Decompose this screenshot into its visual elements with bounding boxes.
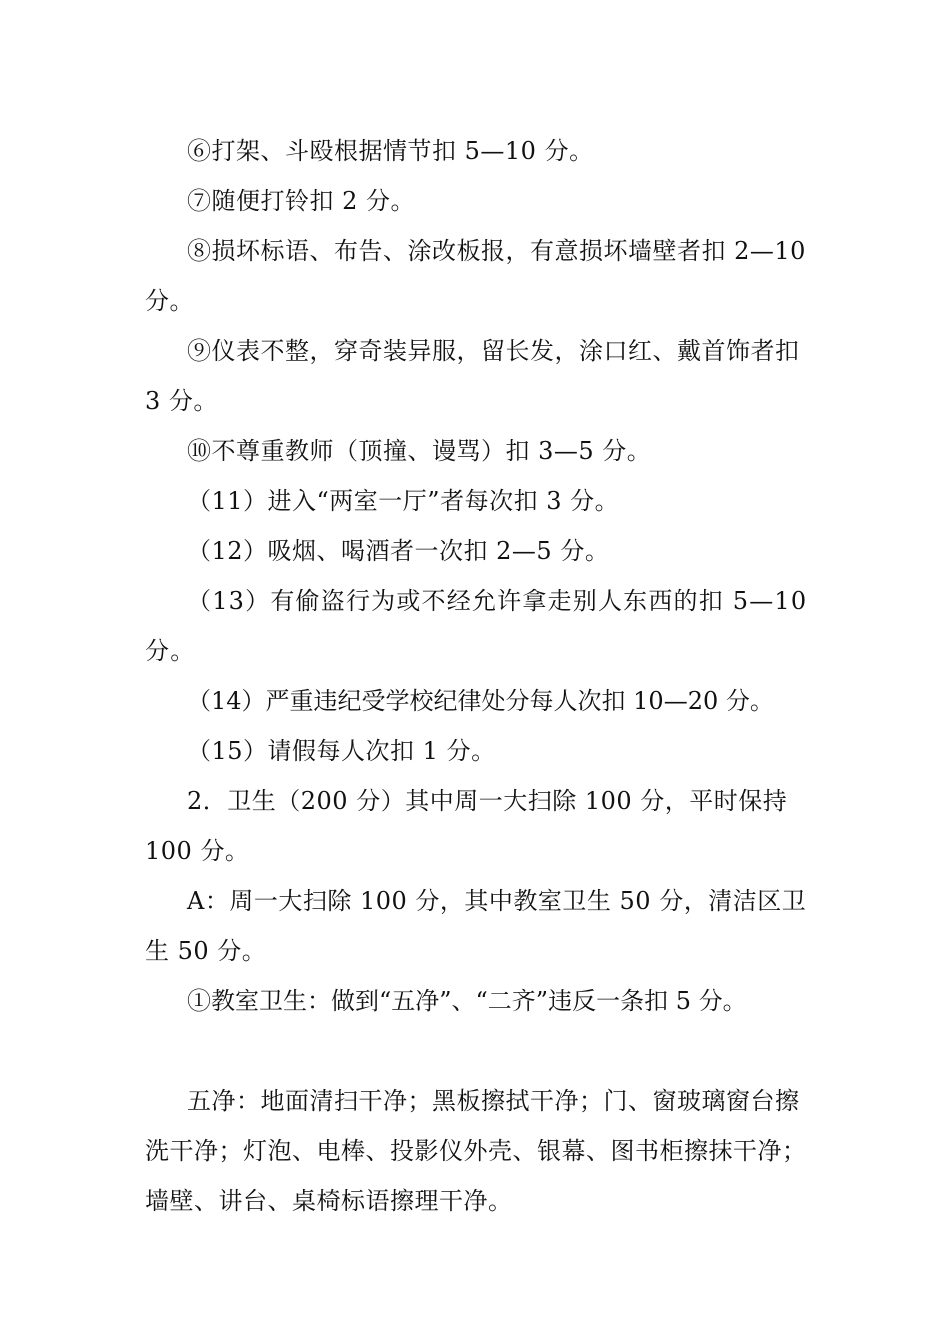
hygiene-section-heading: 2．卫生（200 分）其中周一大扫除 100 分，平时保持 100 分。 (145, 787, 788, 865)
paragraph-gap (145, 1026, 810, 1076)
weekly-cleaning-paragraph: A：周一大扫除 100 分，其中教室卫生 50 分，清洁区卫生 50 分。 (145, 887, 807, 965)
rule-item-10: ⑩不尊重教师（顶撞、谩骂）扣 3—5 分。 (187, 437, 652, 465)
rule-item-14: （14）严重违纪受学校纪律处分每人次扣 10—20 分。 (187, 687, 774, 715)
five-clean-definition: 五净：地面清扫干净；黑板擦拭干净；门、窗玻璃窗台擦洗干净；灯泡、电棒、投影仪外壳、银幕、图书柜擦抹干净；墙壁、讲台、桌椅标语擦理干净。 (145, 1087, 807, 1215)
rule-item-8: ⑧损坏标语、布告、涂改板报，有意损坏墙壁者扣 2—10 分。 (145, 237, 806, 315)
rule-item-6: ⑥打架、斗殴根据情节扣 5—10 分。 (187, 137, 594, 165)
rule-item-12: （12）吸烟、喝酒者一次扣 2—5 分。 (187, 537, 610, 565)
rule-item-9: ⑨仪表不整，穿奇装异服，留长发，涂口红、戴首饰者扣 3 分。 (145, 337, 800, 415)
document-page (145, 126, 810, 1226)
classroom-hygiene-rule: ①教室卫生：做到“五净”、“二齐”违反一条扣 5 分。 (187, 987, 747, 1015)
rule-item-7: ⑦随便打铃扣 2 分。 (187, 187, 416, 215)
rule-item-15: （15）请假每人次扣 1 分。 (187, 737, 496, 765)
rule-item-13: （13）有偷盗行为或不经允许拿走别人东西的扣 5—10 分。 (145, 587, 808, 665)
rule-item-11: （11）进入“两室一厅”者每次扣 3 分。 (187, 487, 620, 515)
